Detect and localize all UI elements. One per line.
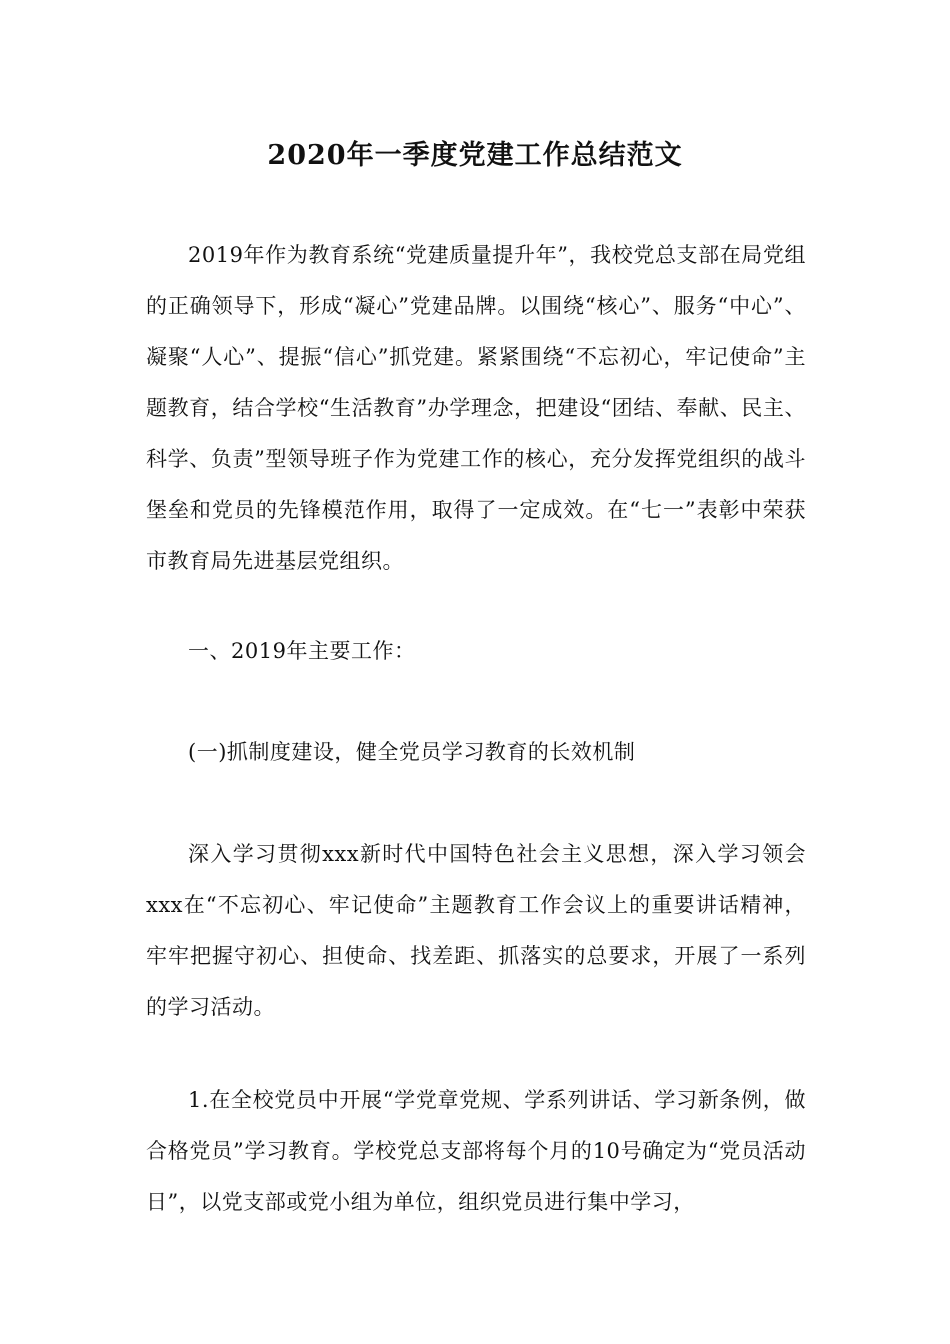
document-title: 2020年一季度党建工作总结范文 <box>267 140 683 171</box>
subsection-heading-system-building: (一)抓制度建设，健全党员学习教育的长效机制 <box>188 740 636 764</box>
paragraph-study: 深入学习贯彻xxx新时代中国特色社会主义思想，深入学习领会xxx在“不忘初心、牢记使命”主题教育工作会议上的重要讲话精神，牢牢把握守初心、担使命、找差距、抓落实的总要求，开展了一系列的学习活动。 <box>146 842 806 1019</box>
paragraph-intro: 2019年作为教育系统“党建质量提升年”，我校党总支部在局党组的正确领导下，形成“凝心”党建品牌。以围绕“核心”、服务“中心”、凝聚“人心”、提振“信心”抓党建。紧紧围绕“不忘初心，牢记使命”主题教育，结合学校“生活教育”办学理念，把建设“团结、奉献、民主、科学、负责”型领导班子作为党建工作的核心，充分发挥党组织的战斗堡垒和党员的先锋模范作用，取得了一定成效。在“七一”表彰中荣获市教育局先进基层党组织。 <box>146 243 806 573</box>
section-heading-main-work: 一、2019年主要工作： <box>188 639 416 663</box>
paragraph-item-1: 1.在全校党员中开展“学党章党规、学系列讲话、学习新条例，做合格党员”学习教育。学校党总支部将每个月的10号确定为“党员活动日”，以党支部或党小组为单位，组织党员进行集中学习， <box>146 1088 806 1214</box>
